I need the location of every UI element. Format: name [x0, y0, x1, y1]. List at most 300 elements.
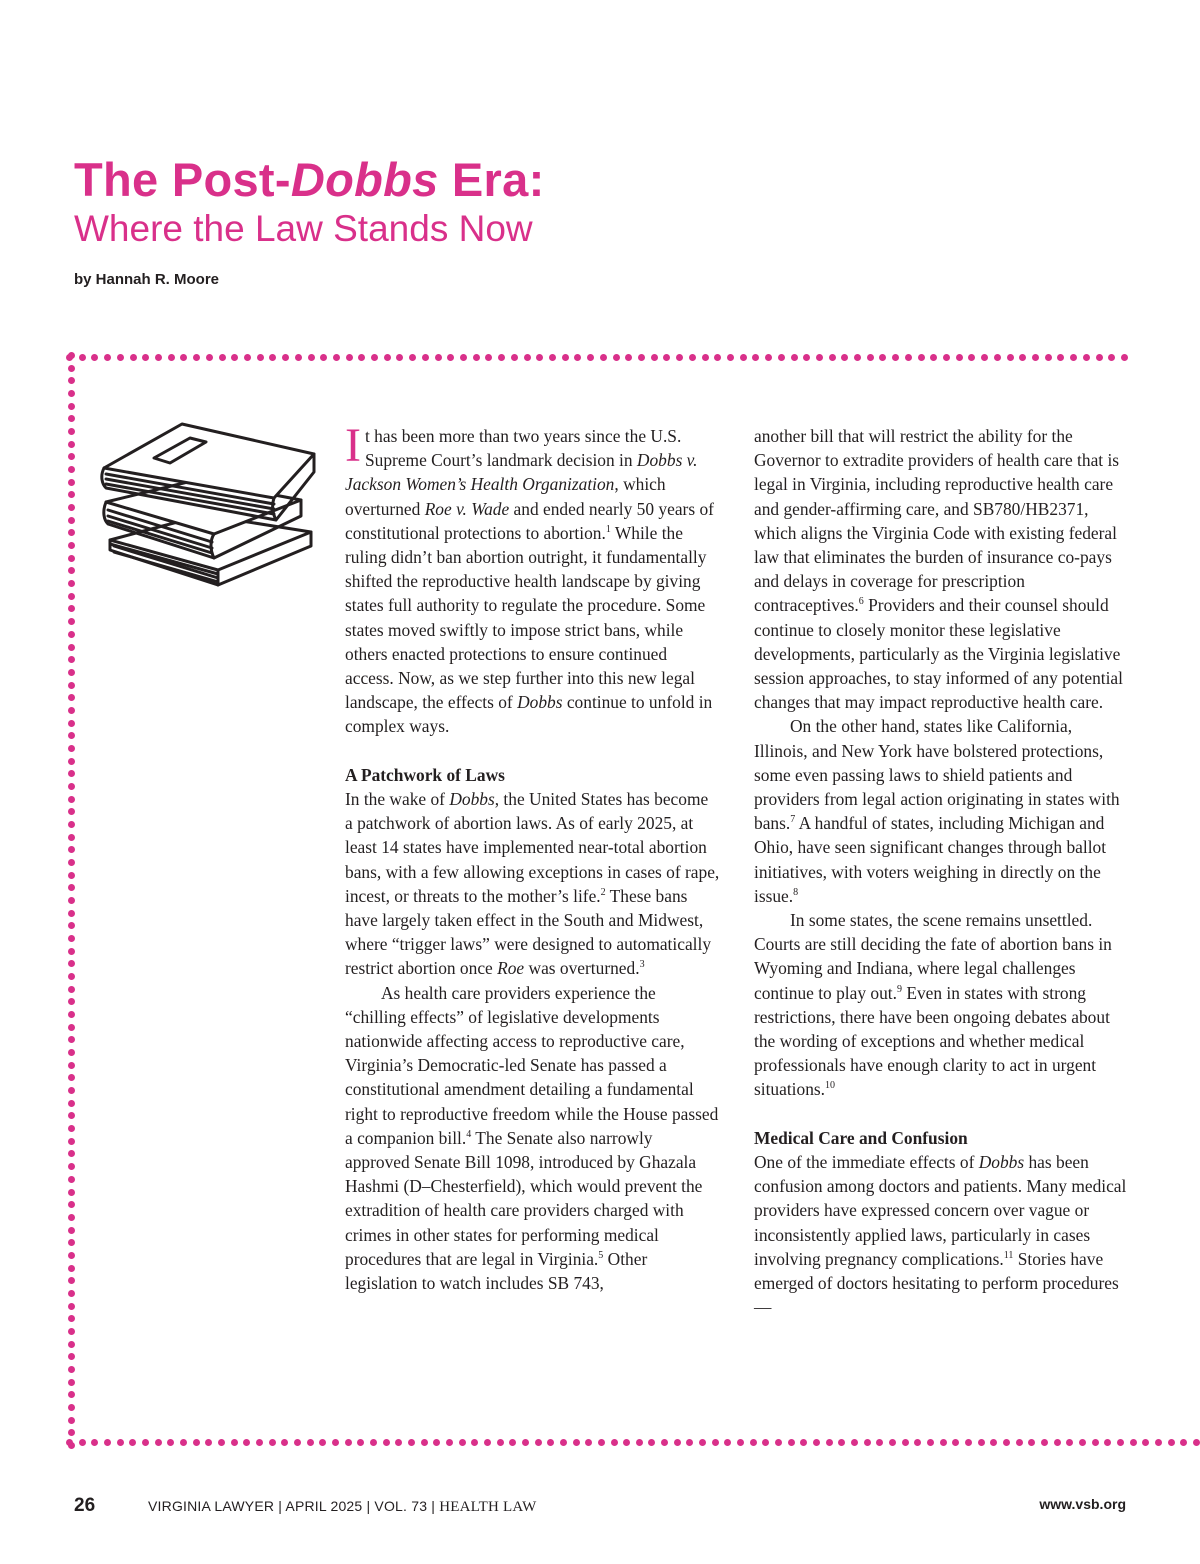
section-heading-patchwork: A Patchwork of Laws — [345, 764, 505, 785]
border-dot — [1155, 1439, 1162, 1446]
border-dot — [446, 1439, 453, 1446]
border-dot — [68, 567, 75, 574]
border-dot — [104, 1439, 111, 1446]
border-dot — [689, 354, 696, 361]
border-dot — [68, 1429, 75, 1436]
border-dot — [535, 1439, 542, 1446]
footnote-ref: 8 — [793, 886, 799, 898]
footnote-ref: 3 — [639, 959, 645, 971]
border-dot — [1096, 354, 1103, 361]
section-heading-medical-care: Medical Care and Confusion — [754, 1127, 968, 1148]
border-dot — [155, 1439, 162, 1446]
border-dot — [1041, 1439, 1048, 1446]
border-dot — [587, 354, 594, 361]
border-dot — [68, 656, 75, 663]
border-dot — [68, 1341, 75, 1348]
border-dot — [956, 354, 963, 361]
border-dot — [180, 354, 187, 361]
border-dot — [68, 1074, 75, 1081]
border-dot — [625, 354, 632, 361]
border-dot — [68, 707, 75, 714]
border-dot — [68, 1062, 75, 1069]
text-run: , which overturned — [345, 474, 666, 519]
border-dot — [68, 669, 75, 676]
text-run: Providers and their counsel should continue to closely monitor these legislative developments, particularly as the Virginia legislative session approaches, to stay informed of any potential changes that may impact reproductive health care. — [754, 595, 1123, 713]
border-dot — [68, 694, 75, 701]
border-dot — [68, 732, 75, 739]
border-dot — [68, 821, 75, 828]
footnote-ref: 11 — [1003, 1249, 1014, 1261]
border-dot — [68, 1150, 75, 1157]
footer-url: www.vsb.org — [1039, 1496, 1126, 1512]
text-run: Other legislation to watch includes SB 743, — [345, 1248, 648, 1294]
border-dot — [409, 354, 416, 361]
border-dot — [978, 1439, 985, 1446]
medical-care-paragraph — [754, 1150, 1129, 1319]
border-dot — [1142, 1439, 1149, 1446]
magazine-section: HEALTH LAW — [439, 1499, 537, 1515]
border-dot — [307, 1439, 314, 1446]
border-dot — [243, 1439, 250, 1446]
border-dot — [104, 354, 111, 361]
border-dot — [68, 1189, 75, 1196]
text-run: Roe v. Wade — [424, 498, 510, 519]
border-dot — [68, 631, 75, 638]
border-dot — [68, 1379, 75, 1386]
virginia-legislation-paragraph — [345, 981, 720, 1296]
text-run: t has been more than two years since the U.S. Supreme Court’s landmark decision in — [364, 426, 682, 471]
border-dot — [68, 922, 75, 929]
footnote-ref: 5 — [598, 1249, 604, 1261]
border-dot — [1168, 1439, 1175, 1446]
border-dot — [79, 354, 86, 361]
border-dot — [788, 1439, 795, 1446]
border-dot — [68, 910, 75, 917]
border-dot — [636, 1439, 643, 1446]
border-dot — [536, 354, 543, 361]
border-dot — [68, 1315, 75, 1322]
text-run: In some states, the scene remains unsettled. Courts are still deciding the fate of abortion bans in Wyoming and Indiana, where legal challenges continue to play out. — [754, 910, 1112, 1003]
border-dot — [68, 1328, 75, 1335]
border-dot — [68, 491, 75, 498]
border-dot — [68, 1163, 75, 1170]
border-dot — [841, 354, 848, 361]
border-dot — [68, 1087, 75, 1094]
border-dot — [549, 354, 556, 361]
border-dot — [750, 1439, 757, 1446]
border-dot — [295, 354, 302, 361]
border-dot — [762, 1439, 769, 1446]
border-dot — [473, 354, 480, 361]
border-dot — [68, 605, 75, 612]
border-dot — [256, 1439, 263, 1446]
border-dot — [68, 770, 75, 777]
border-dot — [345, 1439, 352, 1446]
border-dot — [509, 1439, 516, 1446]
patchwork-paragraph — [345, 787, 720, 981]
border-dot — [600, 354, 607, 361]
border-dot — [68, 1201, 75, 1208]
border-dot — [460, 354, 467, 361]
border-dot — [740, 354, 747, 361]
border-dot — [485, 354, 492, 361]
border-dot — [167, 1439, 174, 1446]
border-dot — [68, 1290, 75, 1297]
border-dot — [68, 758, 75, 765]
border-dot — [68, 1391, 75, 1398]
border-dot — [990, 1439, 997, 1446]
article-title — [74, 152, 545, 208]
border-dot — [68, 1138, 75, 1145]
border-dot — [68, 1303, 75, 1310]
border-dot — [800, 1439, 807, 1446]
page-number: 26 — [74, 1495, 96, 1516]
border-dot — [598, 1439, 605, 1446]
border-dot — [918, 354, 925, 361]
border-dot — [813, 1439, 820, 1446]
border-dot — [433, 1439, 440, 1446]
border-dot — [1054, 1439, 1061, 1446]
border-dot — [68, 415, 75, 422]
border-dot — [68, 453, 75, 460]
border-dot — [68, 960, 75, 967]
stacked-books-icon — [96, 420, 326, 595]
border-dot — [686, 1439, 693, 1446]
border-dot — [940, 1439, 947, 1446]
border-dot — [1092, 1439, 1099, 1446]
border-dot — [68, 1112, 75, 1119]
border-dot — [68, 428, 75, 435]
border-dot — [358, 354, 365, 361]
border-dot — [370, 1439, 377, 1446]
border-dot — [752, 354, 759, 361]
border-dot — [68, 1100, 75, 1107]
text-run: continue to unfold in complex ways. — [345, 692, 713, 737]
border-dot — [68, 998, 75, 1005]
border-dot — [497, 1439, 504, 1446]
border-dot — [68, 973, 75, 980]
border-dot — [155, 354, 162, 361]
border-dot — [205, 1439, 212, 1446]
text-run: One of the immediate effects of — [754, 1152, 979, 1173]
border-dot — [68, 580, 75, 587]
border-dot — [68, 1353, 75, 1360]
border-dot — [68, 390, 75, 397]
border-dot — [876, 1439, 883, 1446]
unsettled-states-paragraph — [754, 908, 1129, 1102]
border-dot — [905, 354, 912, 361]
border-dot — [269, 354, 276, 361]
text-run: As health care providers experience the “chilling effects” of legislative developments nationwide affecting access to reproductive care, Virginia’s Democratic-led Senate has passed a constitutional amendment detailing a fundamental right to reproductive freedom while the House passed a companion bill. — [345, 982, 719, 1148]
footnote-ref: 9 — [896, 983, 902, 995]
border-dot — [661, 1439, 668, 1446]
border-dot — [585, 1439, 592, 1446]
border-dot — [1045, 354, 1052, 361]
border-dot — [994, 354, 1001, 361]
border-dot — [68, 796, 75, 803]
text-run: Stories have emerged of doctors hesitating to perform procedures— — [754, 1248, 1119, 1318]
border-dot — [346, 354, 353, 361]
border-dot — [384, 354, 391, 361]
border-dot — [1028, 1439, 1035, 1446]
title-part-2: Era: — [438, 153, 545, 206]
border-dot — [282, 354, 289, 361]
border-dot — [231, 1439, 238, 1446]
border-dot — [218, 1439, 225, 1446]
border-dot — [294, 1439, 301, 1446]
legislation-continued-paragraph — [754, 424, 1129, 714]
border-dot — [562, 354, 569, 361]
text-run: Dobbs v. Jackson Women’s Health Organization — [345, 450, 698, 495]
text-run: A handful of states, including Michigan and Ohio, have seen significant changes through ballot initiatives, with voters weighing in directly on the issue. — [754, 813, 1107, 906]
border-dot — [371, 354, 378, 361]
border-dot — [383, 1439, 390, 1446]
border-dot — [68, 1404, 75, 1411]
text-run: While the ruling didn’t ban abortion outright, it fundamentally shifted the reproductive health landscape by giving states full authority to regulate the procedure. Some states moved swiftly to impose strict bans, while others enacted protections to ensure continued access. Now, as we step further into this new legal landscape, the effects of — [345, 522, 707, 713]
footnote-ref: 7 — [790, 814, 796, 826]
border-dot — [724, 1439, 731, 1446]
border-dot — [180, 1439, 187, 1446]
border-dot — [68, 403, 75, 410]
border-dot — [1066, 1439, 1073, 1446]
border-dot — [308, 354, 315, 361]
border-dot — [319, 1439, 326, 1446]
border-dot — [68, 1366, 75, 1373]
border-dot — [421, 1439, 428, 1446]
border-dot — [68, 1176, 75, 1183]
border-dot — [1079, 1439, 1086, 1446]
border-dot — [1180, 1439, 1187, 1446]
border-dot — [1121, 354, 1128, 361]
border-dot — [927, 1439, 934, 1446]
border-dot — [332, 1439, 339, 1446]
footnote-ref: 2 — [600, 886, 606, 898]
dotted-border-top — [66, 352, 1128, 364]
border-dot — [1117, 1439, 1124, 1446]
border-dot — [117, 354, 124, 361]
border-dot — [674, 1439, 681, 1446]
border-dot — [68, 479, 75, 486]
border-dot — [68, 897, 75, 904]
border-dot — [524, 354, 531, 361]
article-subtitle: Where the Law Stands Now — [74, 208, 533, 249]
text-run: Dobbs — [517, 692, 563, 713]
border-dot — [1016, 1439, 1023, 1446]
border-dot — [1083, 354, 1090, 361]
border-dot — [702, 354, 709, 361]
border-dot — [68, 1214, 75, 1221]
border-dot — [68, 377, 75, 384]
border-dot — [129, 1439, 136, 1446]
footnote-ref: 10 — [825, 1080, 836, 1092]
border-dot — [879, 354, 886, 361]
border-dot — [68, 441, 75, 448]
border-dot — [68, 846, 75, 853]
border-dot — [648, 1439, 655, 1446]
border-dot — [68, 1024, 75, 1031]
border-dot — [91, 354, 98, 361]
border-dot — [611, 1439, 618, 1446]
border-dot — [1057, 354, 1064, 361]
border-dot — [1019, 354, 1026, 361]
border-dot — [511, 354, 518, 361]
border-dot — [775, 1439, 782, 1446]
border-dot — [952, 1439, 959, 1446]
border-dot — [471, 1439, 478, 1446]
border-dot — [791, 354, 798, 361]
border-dot — [117, 1439, 124, 1446]
border-dot — [1104, 1439, 1111, 1446]
border-dot — [498, 354, 505, 361]
border-dot — [68, 1125, 75, 1132]
border-dot — [68, 1011, 75, 1018]
border-dot — [574, 354, 581, 361]
border-dot — [68, 1265, 75, 1272]
border-dot — [68, 986, 75, 993]
border-dot — [422, 354, 429, 361]
border-dot — [1003, 1439, 1010, 1446]
border-dot — [1070, 354, 1077, 361]
border-dot — [613, 354, 620, 361]
border-dot — [1007, 354, 1014, 361]
text-run: On the other hand, states like California, Illinois, and New York have bolstered protections, some even passing laws to shield patients and providers from legal action originating in states with bans. — [754, 716, 1120, 834]
border-dot — [447, 354, 454, 361]
border-dot — [66, 1439, 73, 1446]
border-dot — [68, 352, 75, 359]
text-run: Roe — [497, 958, 525, 979]
footnote-ref: 6 — [858, 596, 864, 608]
border-dot — [459, 1439, 466, 1446]
footnote-ref: 1 — [605, 523, 611, 535]
border-dot — [193, 1439, 200, 1446]
border-dot — [219, 354, 226, 361]
border-dot — [902, 1439, 909, 1446]
border-dot — [547, 1439, 554, 1446]
border-dot — [244, 354, 251, 361]
border-dot — [142, 1439, 149, 1446]
border-dot — [889, 1439, 896, 1446]
border-dot — [914, 1439, 921, 1446]
border-dot — [68, 555, 75, 562]
dotted-border-left — [66, 352, 78, 1449]
text-run: another bill that will restrict the ability for the Governor to extradite providers of health care that is legal in Virginia, including reproductive health care and gender-affirming care, and SB780/HB2371, which aligns the Virginia Code with existing federal law that eliminates the burden of insurance co-pays and delays in coverage for prescription contraceptives. — [754, 426, 1120, 616]
border-dot — [968, 354, 975, 361]
text-run: and ended nearly 50 years of constitutional protections to abortion. — [345, 498, 714, 543]
title-italic: Dobbs — [290, 153, 439, 206]
border-dot — [1193, 1439, 1200, 1446]
border-dot — [573, 1439, 580, 1446]
text-run: Dobbs — [978, 1152, 1025, 1173]
text-run: The Senate also narrowly approved Senate Bill 1098, introduced by Ghazala Hashmi (D–Chesterfield), which would prevent the extradition of health care providers charged with crimes in other states for performing medical procedures that are legal in Virginia. — [345, 1127, 703, 1269]
border-dot — [623, 1439, 630, 1446]
border-dot — [864, 1439, 871, 1446]
border-dot — [68, 1049, 75, 1056]
border-dot — [965, 1439, 972, 1446]
border-dot — [68, 783, 75, 790]
title-part-1: The Post- — [74, 153, 291, 206]
border-dot — [68, 466, 75, 473]
border-dot — [803, 354, 810, 361]
border-dot — [68, 834, 75, 841]
border-dot — [1032, 354, 1039, 361]
border-dot — [737, 1439, 744, 1446]
text-run: Dobbs — [449, 789, 495, 810]
border-dot — [206, 354, 213, 361]
border-dot — [79, 1439, 86, 1446]
text-run: , the United States has become a patchwork of abortion laws. As of early 2025, at least 14 states have implemented near-total abortion bans, with a few allowing exceptions in cases of rape, incest, or threats to the mother’s life. — [345, 789, 720, 906]
border-dot — [435, 354, 442, 361]
border-dot — [68, 682, 75, 689]
border-dot — [68, 884, 75, 891]
border-dot — [930, 354, 937, 361]
border-dot — [826, 1439, 833, 1446]
border-dot — [357, 1439, 364, 1446]
border-dot — [68, 1239, 75, 1246]
border-dot — [522, 1439, 529, 1446]
text-run: Even in states with strong restrictions, there have been ongoing debates about the wording of exceptions and whether medical professionals have enough clarity to act in urgent situations. — [754, 982, 1110, 1100]
border-dot — [320, 354, 327, 361]
border-dot — [333, 354, 340, 361]
border-dot — [699, 1439, 706, 1446]
border-dot — [981, 354, 988, 361]
border-dot — [68, 1227, 75, 1234]
border-dot — [68, 935, 75, 942]
magazine-issue: VIRGINIA LAWYER | APRIL 2025 | VOL. 73 | — [148, 1498, 440, 1514]
border-dot — [68, 365, 75, 372]
border-dot — [1130, 1439, 1137, 1446]
border-dot — [778, 354, 785, 361]
border-dot — [68, 1417, 75, 1424]
protections-paragraph — [754, 714, 1129, 908]
border-dot — [68, 720, 75, 727]
border-dot — [91, 1439, 98, 1446]
border-dot — [396, 354, 403, 361]
border-dot — [714, 354, 721, 361]
border-dot — [765, 354, 772, 361]
text-run: has been confusion among doctors and patients. Many medical providers have expressed concern over vague or inconsistently applied laws, particularly in cases involving pregnancy complications. — [754, 1152, 1127, 1269]
border-dot — [838, 1439, 845, 1446]
border-dot — [68, 948, 75, 955]
border-dot — [943, 354, 950, 361]
border-dot — [68, 529, 75, 536]
border-dot — [231, 354, 238, 361]
border-dot — [854, 354, 861, 361]
border-dot — [68, 517, 75, 524]
border-dot — [676, 354, 683, 361]
text-run: These bans have largely taken effect in the South and Midwest, where “trigger laws” were designed to automatically restrict abortion once — [345, 885, 712, 979]
border-dot — [281, 1439, 288, 1446]
border-dot — [484, 1439, 491, 1446]
border-dot — [829, 354, 836, 361]
intro-paragraph — [345, 419, 720, 739]
border-dot — [68, 504, 75, 511]
drop-cap: I — [345, 419, 361, 472]
border-dot — [816, 354, 823, 361]
border-dot — [68, 1252, 75, 1259]
text-run: In the wake of — [345, 789, 450, 810]
border-dot — [638, 354, 645, 361]
article-column-2 — [754, 424, 1129, 1320]
magazine-issue-line — [148, 1496, 537, 1517]
border-dot — [68, 644, 75, 651]
border-dot — [560, 1439, 567, 1446]
byline: by Hannah R. Moore — [74, 271, 220, 288]
border-dot — [851, 1439, 858, 1446]
border-dot — [68, 542, 75, 549]
border-dot — [68, 618, 75, 625]
border-dot — [130, 354, 137, 361]
border-dot — [651, 354, 658, 361]
